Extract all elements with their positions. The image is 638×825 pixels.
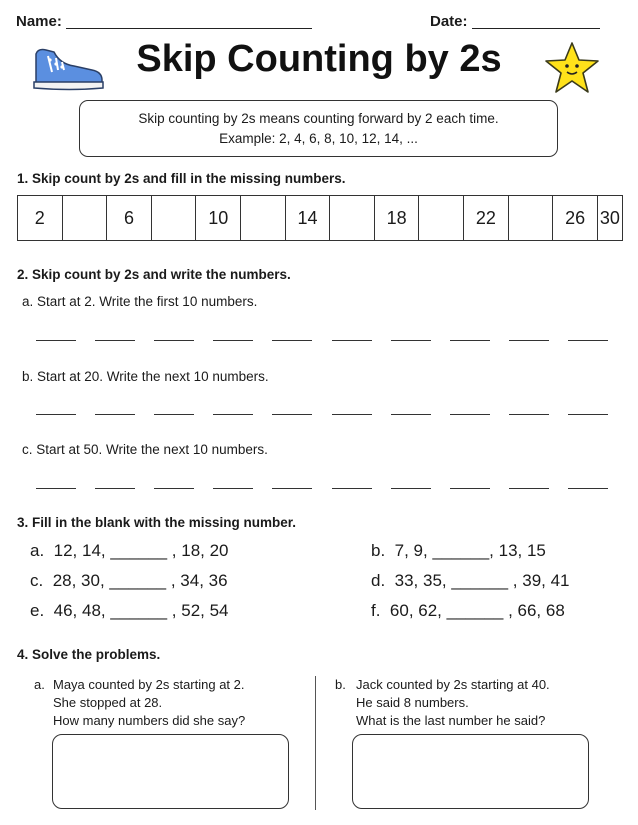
question-1-heading: 1. Skip count by 2s and fill in the missing numbers. [17, 171, 346, 186]
date-label: Date: [430, 13, 468, 30]
answer-blanks-2b[interactable] [36, 414, 608, 415]
smiling-star-icon [542, 40, 602, 101]
column-divider [315, 676, 316, 810]
problem-a-label: a. [34, 677, 45, 692]
number-cell-blank[interactable] [509, 196, 554, 240]
number-cell: 10 [196, 196, 241, 240]
item-label: c. [30, 571, 44, 590]
item-sequence: 12, 14, ______ , 18, 20 [53, 541, 229, 560]
item-label: f. [371, 601, 381, 620]
number-cell: 2 [18, 196, 63, 240]
question-2-heading: 2. Skip count by 2s and write the numbers. [17, 267, 291, 282]
number-cell: 26 [553, 196, 598, 240]
question-3a[interactable] [30, 541, 229, 561]
number-cell: 14 [286, 196, 331, 240]
question-2a-text: a. Start at 2. Write the first 10 numbers. [22, 294, 258, 309]
problem-a-text: Maya counted by 2s starting at 2. She stopped at 28. How many numbers did she say? [53, 677, 246, 728]
definition-example: Example: 2, 4, 6, 8, 10, 12, 14, ... [219, 131, 418, 146]
number-cell: 6 [107, 196, 152, 240]
item-sequence: 46, 48, ______ , 52, 54 [53, 601, 229, 620]
problem-b-label: b. [335, 677, 346, 692]
number-cell: 22 [464, 196, 509, 240]
definition-box [79, 100, 558, 157]
name-field[interactable] [66, 28, 312, 29]
question-3d[interactable] [371, 571, 570, 591]
number-cell-blank[interactable] [330, 196, 375, 240]
number-cell-blank[interactable] [419, 196, 464, 240]
number-cell-blank[interactable] [63, 196, 108, 240]
question-3b[interactable] [371, 541, 546, 561]
answer-blanks-2a[interactable] [36, 340, 608, 341]
item-label: e. [30, 601, 45, 620]
question-3-heading: 3. Fill in the blank with the missing number. [17, 515, 297, 530]
answer-box-b[interactable] [352, 734, 589, 809]
item-sequence: 7, 9, ______, 13, 15 [394, 541, 546, 560]
name-label: Name: [16, 13, 62, 30]
number-row [17, 195, 623, 241]
answer-box-a[interactable] [52, 734, 289, 809]
question-4-heading: 4. Solve the problems. [17, 647, 161, 662]
number-cell-blank[interactable] [152, 196, 197, 240]
item-sequence: 33, 35, ______ , 39, 41 [394, 571, 570, 590]
item-label: d. [371, 571, 386, 590]
question-2c-text: c. Start at 50. Write the next 10 numbers. [22, 442, 268, 457]
question-3e[interactable] [30, 601, 229, 621]
item-label: a. [30, 541, 45, 560]
item-sequence: 60, 62, ______ , 66, 68 [389, 601, 565, 620]
item-sequence: 28, 30, ______ , 34, 36 [52, 571, 228, 590]
question-3f[interactable] [371, 601, 565, 621]
item-label: b. [371, 541, 386, 560]
number-cell: 18 [375, 196, 420, 240]
definition-text: Skip counting by 2s means counting forward by 2 each time. [138, 111, 499, 126]
problem-b-text: Jack counted by 2s starting at 40. He said 8 numbers. What is the last number he said? [356, 677, 550, 728]
date-field[interactable] [472, 28, 600, 29]
answer-blanks-2c[interactable] [36, 488, 608, 489]
question-2b-text: b. Start at 20. Write the next 10 numbers. [22, 369, 269, 384]
number-cell-blank[interactable] [241, 196, 286, 240]
worksheet-title: Skip Counting by 2s [136, 38, 502, 80]
number-cell: 30 [599, 207, 620, 228]
question-3c[interactable] [30, 571, 228, 591]
